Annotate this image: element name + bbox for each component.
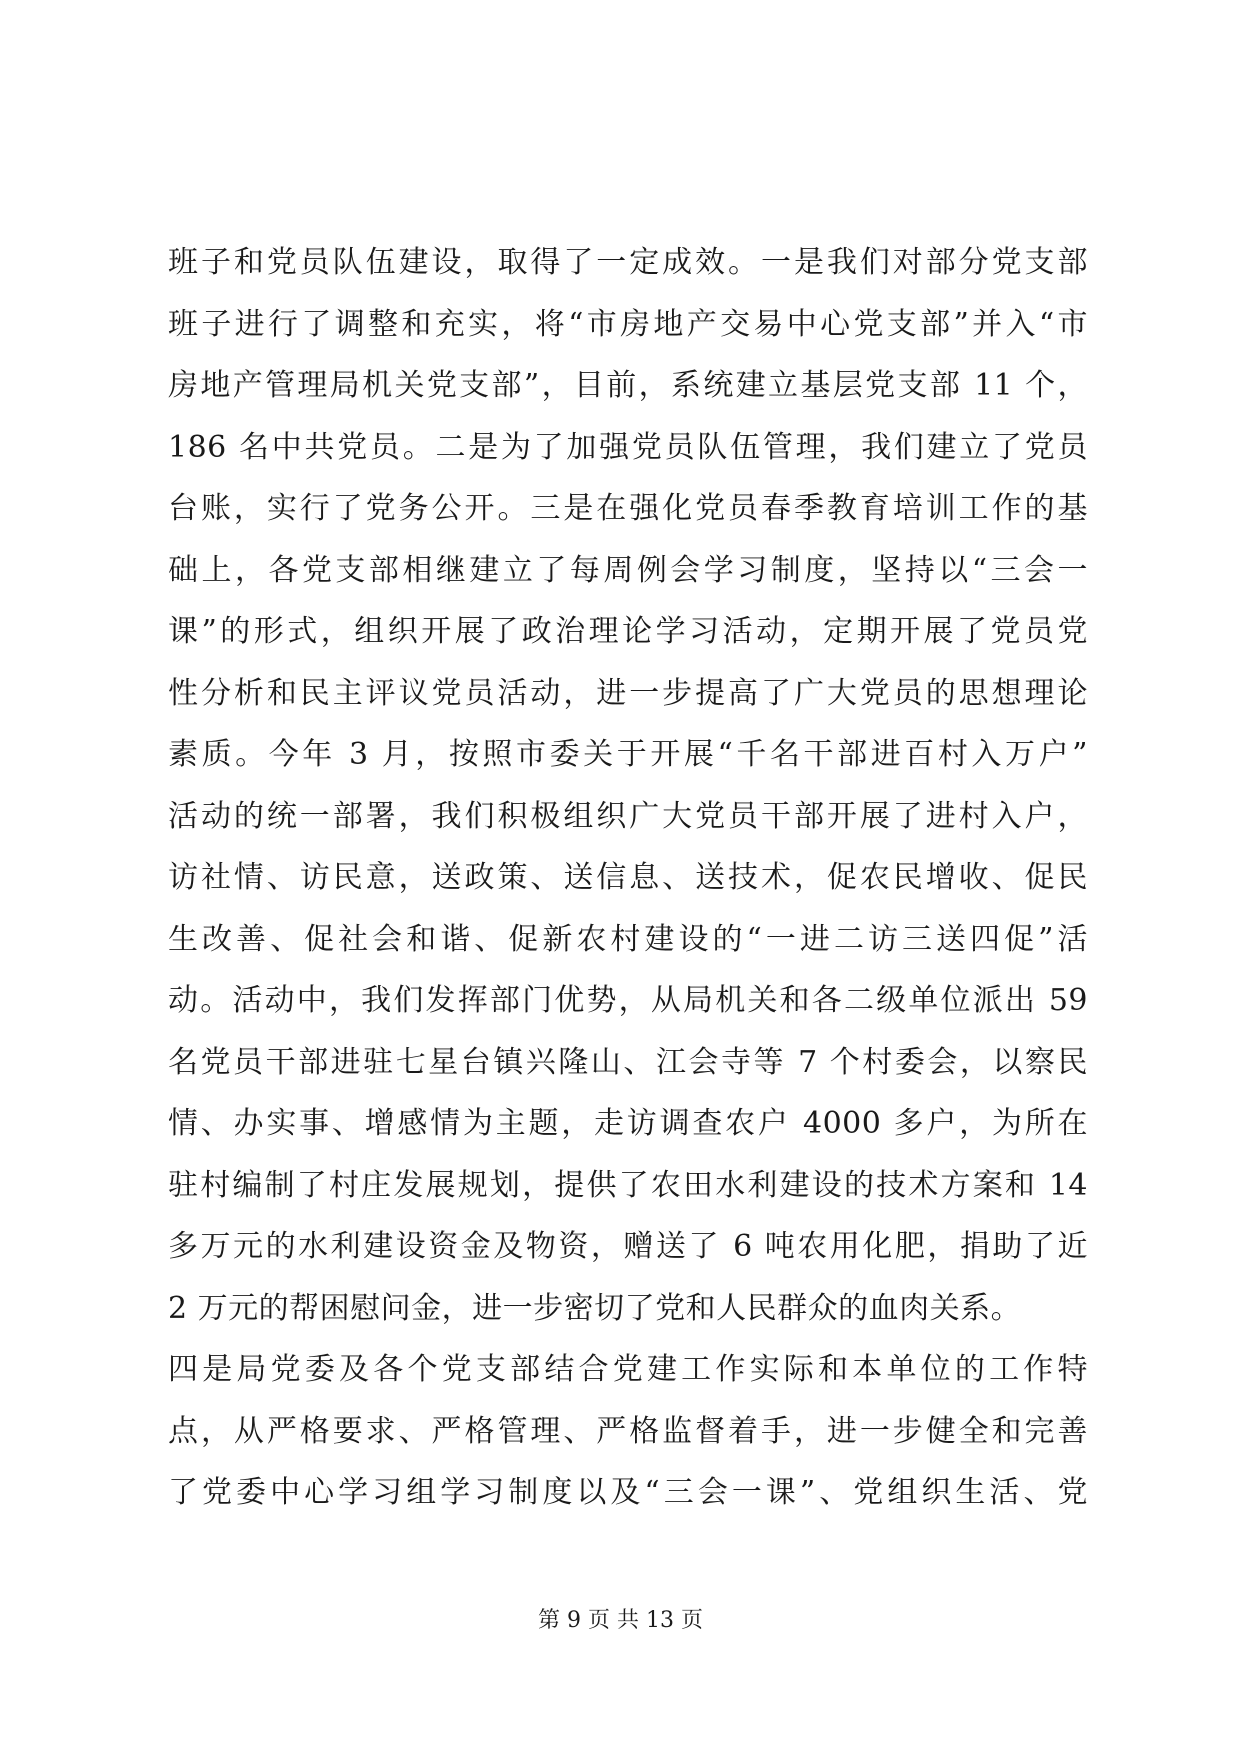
text-line: 房地产管理局机关党支部”，目前，系统建立基层党支部 11 个， — [168, 368, 1088, 403]
text-line: 2 万元的帮困慰问金，进一步密切了党和人民群众的血肉关系。 — [168, 1290, 1022, 1326]
text-line: 多万元的水利建设资金及物资，赠送了 6 吨农用化肥，捐助了近 — [168, 1229, 1088, 1264]
text-line: 课”的形式，组织开展了政治理论学习活动，定期开展了党员党 — [168, 614, 1088, 649]
text-line: 情、办实事、增感情为主题，走访调查农户 4000 多户，为所在 — [168, 1106, 1088, 1141]
text-line: 础上，各党支部相继建立了每周例会学习制度，坚持以“三会一 — [168, 552, 1088, 588]
text-line: 性分析和民主评议党员活动，进一步提高了广大党员的思想理论 — [168, 675, 1088, 711]
body-text — [168, 232, 1088, 1524]
page-number-footer: 第 9 页 共 13 页 — [538, 1608, 703, 1633]
text-line: 访社情、访民意，送政策、送信息、送技术，促农民增收、促民 — [168, 860, 1088, 895]
text-line: 班子和党员队伍建设，取得了一定成效。一是我们对部分党支部 — [168, 245, 1088, 280]
text-line: 班子进行了调整和充实，将“市房地产交易中心党支部”并入“市 — [168, 306, 1088, 342]
text-line: 台账，实行了党务公开。三是在强化党员春季教育培训工作的基 — [168, 491, 1088, 526]
text-line: 名党员干部进驻七星台镇兴隆山、江会寺等 7 个村委会，以察民 — [168, 1044, 1088, 1080]
text-line: 活动的统一部署，我们积极组织广大党员干部开展了进村入户， — [168, 798, 1088, 834]
text-line: 四是局党委及各个党支部结合党建工作实际和本单位的工作特 — [168, 1352, 1088, 1387]
text-line: 素质。今年 3 月，按照市委关于开展“千名干部进百村入万户” — [168, 737, 1088, 772]
text-line: 动。活动中，我们发挥部门优势，从局机关和各二级单位派出 59 — [168, 983, 1088, 1018]
text-line: 驻村编制了村庄发展规划，提供了农田水利建设的技术方案和 14 — [168, 1167, 1088, 1203]
text-line: 了党委中心学习组学习制度以及“三会一课”、党组织生活、党 — [168, 1475, 1088, 1510]
text-line: 186 名中共党员。二是为了加强党员队伍管理，我们建立了党员 — [168, 429, 1088, 465]
text-line: 生改善、促社会和谐、促新农村建设的“一进二访三送四促”活 — [168, 921, 1088, 957]
text-line: 点，从严格要求、严格管理、严格监督着手，进一步健全和完善 — [168, 1413, 1088, 1449]
